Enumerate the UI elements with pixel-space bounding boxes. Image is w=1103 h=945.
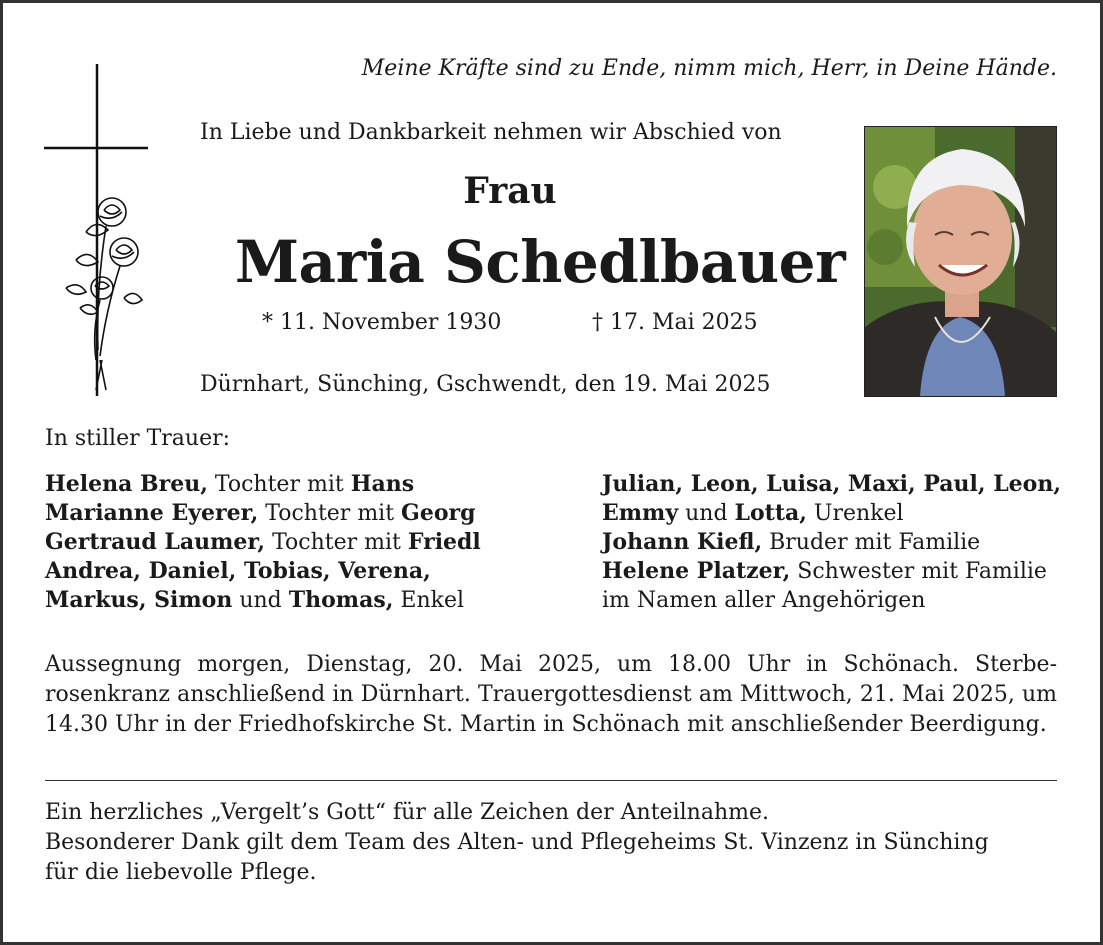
ceremony-details: Aussegnung morgen, Dienstag, 20. Mai 2025, um 18.00 Uhr in Schönach. Sterberosenkranz anschließend in Dürnhart. Trauergottesdienst am Mittwoch, 21. Mai 2025, um 14.30 Uhr in der Friedhofskirche St. Martin in Schönach mit anschließender Beerdigung. (45, 652, 1057, 737)
deceased-name: Maria Schedlbauer (234, 228, 846, 296)
intro-line: In Liebe und Dankbarkeit nehmen wir Abschied von (200, 120, 782, 145)
list-item: Emmy und Lotta, Urenkel (602, 500, 904, 526)
list-item: Helene Platzer, Schwester mit Familie (602, 558, 1047, 584)
birth-date: * 11. November 1930 (262, 310, 502, 335)
cross-with-roses-icon (40, 60, 152, 400)
thanks-line: Besonderer Dank gilt dem Team des Alten- und Pflegeheims St. Vinzenz in Sünching (45, 830, 989, 855)
list-item: Julian, Leon, Luisa, Maxi, Paul, Leon, (602, 471, 1061, 497)
portrait-photo (864, 126, 1057, 397)
mourners-right-column (602, 470, 1061, 615)
thanks-block (45, 798, 1057, 888)
death-date: † 17. Mai 2025 (592, 310, 758, 335)
list-item: Andrea, Daniel, Tobias, Verena, (45, 558, 431, 584)
list-item: Johann Kiefl, Bruder mit Familie (602, 529, 981, 555)
list-item: im Namen aller Angehörigen (602, 588, 926, 613)
list-item: Markus, Simon und Thomas, Enkel (45, 587, 464, 613)
thanks-line: für die liebevolle Pflege. (45, 860, 317, 885)
thanks-line: Ein herzliches „Vergelt’s Gott“ für alle Zeichen der Anteilnahme. (45, 800, 769, 825)
list-item: Helena Breu, Tochter mit Hans (45, 471, 415, 497)
place-date: Dürnhart, Sünching, Gschwendt, den 19. Mai 2025 (200, 372, 771, 397)
mourners-label: In stiller Trauer: (45, 426, 231, 451)
divider (45, 780, 1057, 781)
motto-verse: Meine Kräfte sind zu Ende, nimm mich, Herr, in Deine Hände. (361, 56, 1057, 81)
mourners-left-column (45, 470, 481, 615)
salutation: Frau (463, 170, 557, 212)
list-item: Gertraud Laumer, Tochter mit Friedl (45, 529, 481, 555)
list-item: Marianne Eyerer, Tochter mit Georg (45, 500, 476, 526)
